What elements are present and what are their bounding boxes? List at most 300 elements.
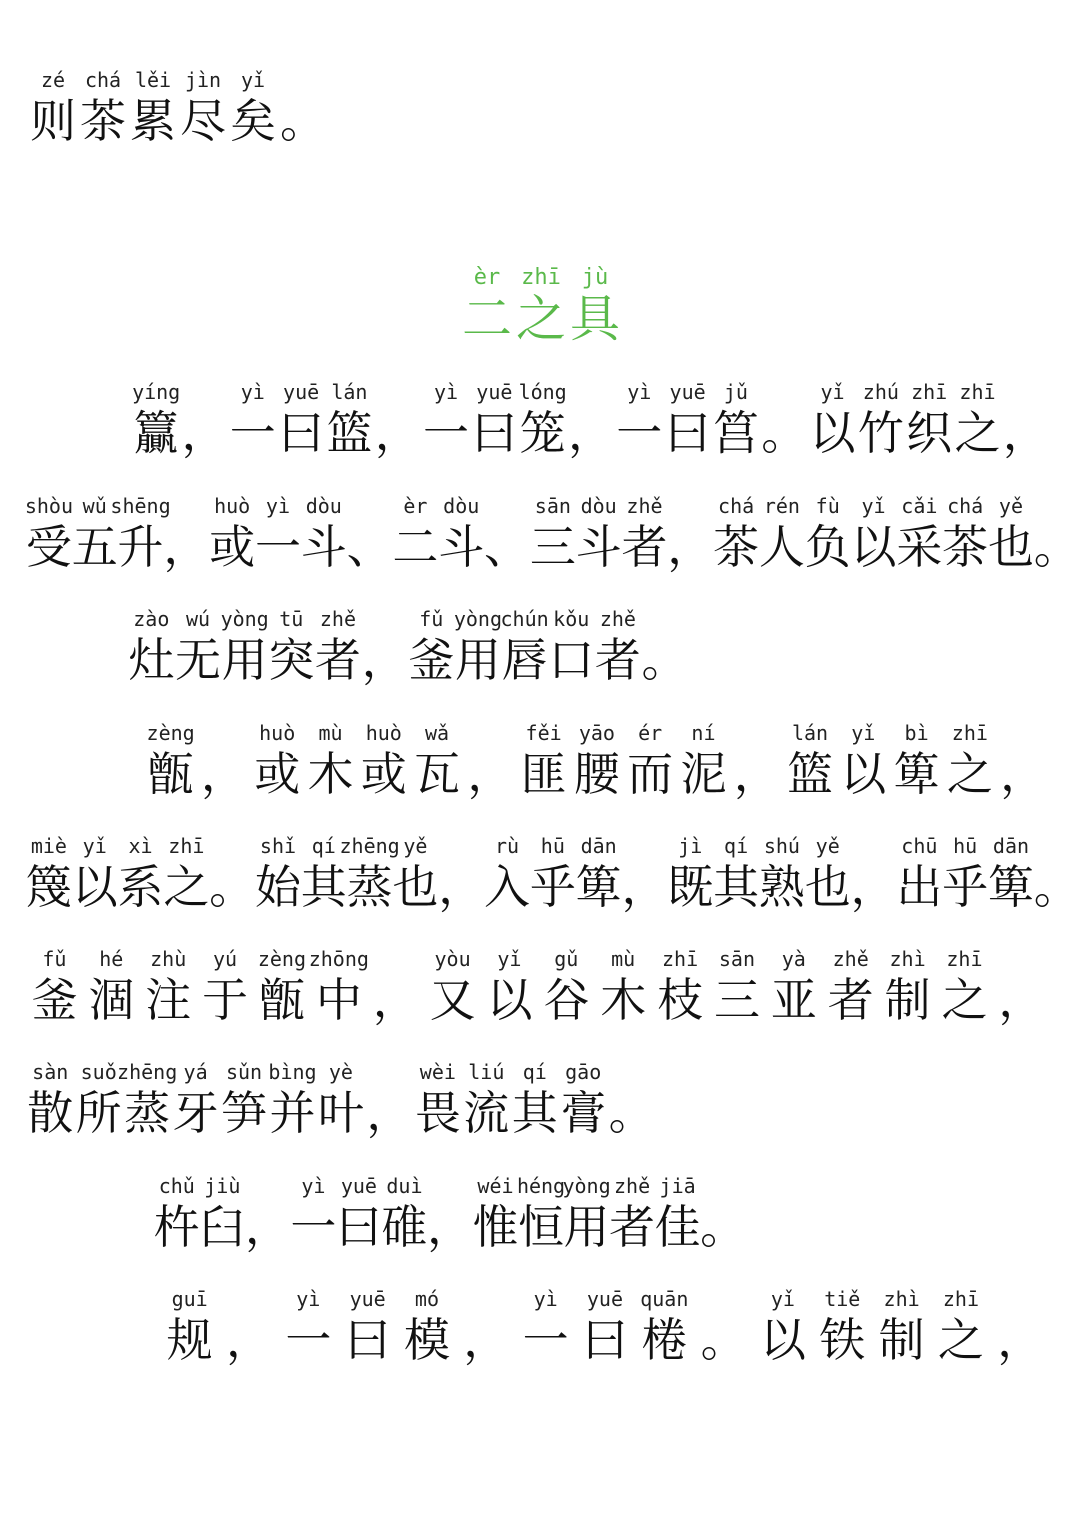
character-cell — [548, 605, 595, 687]
character-cell — [713, 492, 759, 574]
hanzi: 谷 — [543, 973, 590, 1027]
hanzi: ， — [621, 860, 668, 914]
hanzi: 蒸 — [346, 860, 393, 914]
pinyin: yǐ — [82, 834, 107, 858]
hanzi: 惟 — [472, 1200, 519, 1254]
hanzi: 累 — [130, 94, 176, 148]
hanzi: 茶 — [80, 94, 126, 148]
character-cell — [837, 719, 890, 801]
hanzi: 一 — [423, 406, 470, 460]
character-cell — [128, 605, 175, 687]
character-cell — [209, 492, 255, 574]
character-cell — [427, 1172, 473, 1254]
character-cell — [171, 1058, 219, 1140]
character-cell — [175, 605, 222, 687]
text-line — [26, 492, 1080, 574]
hanzi: 茶 — [942, 520, 989, 574]
hanzi: 突 — [268, 633, 315, 687]
character-cell — [851, 492, 897, 574]
hanzi: 所 — [75, 1086, 122, 1140]
hanzi: 其 — [511, 1086, 558, 1140]
character-cell — [568, 264, 622, 346]
pinyin: yuē — [283, 380, 320, 404]
pinyin: zhōng — [308, 947, 369, 971]
pinyin: èr — [473, 265, 501, 290]
pinyin: yòu — [434, 947, 471, 971]
hanzi: 灶 — [128, 633, 175, 687]
character-cell — [896, 832, 942, 914]
character-cell — [484, 492, 530, 574]
hanzi: 瓦 — [414, 747, 461, 801]
hanzi: 斗 — [300, 520, 347, 574]
hanzi: 乎 — [942, 860, 989, 914]
text-line — [144, 719, 1050, 801]
hanzi: 之 — [941, 973, 988, 1027]
hanzi: 用 — [563, 1200, 610, 1254]
character-cell — [518, 1172, 564, 1254]
pinyin: yì — [296, 1287, 321, 1311]
text-line — [132, 378, 1050, 460]
character-cell — [200, 1172, 246, 1254]
hanzi: 既 — [667, 860, 714, 914]
hanzi: 也 — [392, 860, 439, 914]
pinyin: bìng — [268, 1060, 317, 1084]
character-cell — [317, 1058, 365, 1140]
hanzi: ， — [366, 1086, 413, 1140]
character-cell — [635, 1285, 694, 1367]
character-cell — [178, 66, 228, 148]
character-cell — [422, 378, 470, 460]
hanzi: 曰 — [471, 406, 518, 460]
hanzi: 篮 — [326, 406, 373, 460]
hanzi: ， — [1002, 406, 1049, 460]
pinyin: shēng — [110, 494, 171, 518]
character-cell — [559, 1058, 607, 1140]
character-cell — [128, 66, 178, 148]
pinyin: liú — [468, 1060, 505, 1084]
character-cell — [484, 832, 530, 914]
hanzi: ， — [426, 1200, 473, 1254]
character-cell — [438, 832, 484, 914]
pinyin: zhě — [832, 947, 869, 971]
character-cell — [501, 605, 548, 687]
text-line — [28, 66, 328, 148]
hanzi: 竹 — [857, 406, 904, 460]
character-cell — [339, 832, 400, 914]
character-cell — [424, 945, 481, 1027]
hanzi: ， — [567, 406, 614, 460]
character-cell — [595, 605, 642, 687]
pinyin: shòu — [24, 494, 73, 518]
text-line — [26, 832, 1080, 914]
character-cell — [338, 1285, 397, 1367]
character-cell — [813, 1285, 872, 1367]
pinyin: huò — [365, 721, 402, 745]
hanzi: 一 — [616, 406, 663, 460]
character-cell — [609, 1172, 655, 1254]
character-cell — [110, 492, 171, 574]
hanzi: ， — [163, 520, 210, 574]
character-cell — [361, 605, 408, 687]
hanzi: 篮 — [787, 747, 834, 801]
hanzi: 甑 — [147, 747, 194, 801]
pinyin: sǔn — [225, 1060, 263, 1084]
pinyin: suǒ — [80, 1060, 117, 1084]
pinyin: lán — [331, 380, 368, 404]
character-cell — [805, 492, 851, 574]
character-cell — [357, 719, 410, 801]
pinyin: zhù — [150, 947, 187, 971]
character-cell — [160, 1285, 219, 1367]
character-cell — [245, 1172, 291, 1254]
hanzi: ， — [850, 860, 897, 914]
pinyin: sān — [534, 494, 571, 518]
pinyin: zhě — [599, 607, 636, 631]
character-cell — [460, 264, 514, 346]
character-cell — [393, 492, 439, 574]
hanzi: 具 — [570, 290, 620, 348]
character-cell — [712, 378, 760, 460]
hanzi: ， — [200, 747, 247, 801]
character-cell — [220, 1058, 268, 1140]
hanzi: ， — [667, 520, 714, 574]
hanzi: 采 — [896, 520, 943, 574]
hanzi: ， — [244, 1200, 291, 1254]
pinyin: zhě — [319, 607, 357, 631]
text-line — [154, 1172, 746, 1254]
hanzi: 其 — [300, 860, 347, 914]
hanzi: 籯 — [133, 406, 180, 460]
hanzi: 模 — [403, 1313, 450, 1367]
character-cell — [315, 605, 362, 687]
character-cell — [517, 719, 570, 801]
hanzi: 甑 — [258, 973, 305, 1027]
hanzi: 以 — [486, 973, 533, 1027]
pinyin: yě — [998, 494, 1024, 518]
character-cell — [783, 719, 836, 801]
character-cell — [677, 719, 730, 801]
text-line — [26, 945, 1050, 1027]
pinyin: lěi — [134, 68, 172, 92]
character-cell — [759, 832, 805, 914]
hanzi: 一 — [285, 1313, 332, 1367]
hanzi: 之 — [163, 860, 210, 914]
hanzi: 涸 — [88, 973, 135, 1027]
pinyin: yǐ — [240, 68, 266, 92]
character-cell — [890, 719, 943, 801]
character-cell — [310, 945, 367, 1027]
character-cell — [936, 945, 993, 1027]
character-cell — [219, 1285, 278, 1367]
character-cell — [805, 832, 851, 914]
pinyin: qí — [522, 1060, 547, 1084]
character-cell — [251, 719, 304, 801]
character-cell — [26, 945, 83, 1027]
hanzi: 蒸 — [124, 1086, 171, 1140]
pinyin: shǐ — [259, 834, 297, 858]
pinyin: zhēng — [339, 834, 400, 858]
pinyin: chá — [947, 494, 984, 518]
hanzi: 规 — [166, 1313, 213, 1367]
hanzi: 又 — [429, 973, 476, 1027]
pinyin: miè — [30, 834, 67, 858]
character-cell — [374, 378, 422, 460]
hanzi: 其 — [713, 860, 760, 914]
text-line — [160, 1285, 1050, 1367]
pinyin: chá — [84, 68, 122, 92]
hanzi: 入 — [484, 860, 531, 914]
hanzi: ， — [181, 406, 228, 460]
character-cell — [277, 378, 325, 460]
hanzi: 以 — [71, 860, 118, 914]
hanzi: ， — [1000, 747, 1047, 801]
character-cell — [988, 492, 1034, 574]
hanzi: 始 — [254, 860, 301, 914]
hanzi: 则 — [30, 94, 76, 148]
character-cell — [564, 1172, 610, 1254]
hanzi: 箄 — [575, 860, 622, 914]
character-cell — [83, 945, 140, 1027]
hanzi: 之 — [516, 290, 566, 348]
hanzi: 散 — [27, 1086, 74, 1140]
hanzi: 受 — [25, 520, 72, 574]
character-cell — [759, 492, 805, 574]
character-cell — [753, 1285, 812, 1367]
character-cell — [667, 492, 713, 574]
hanzi: 者 — [314, 633, 361, 687]
hanzi: 并 — [269, 1086, 316, 1140]
character-cell — [694, 1285, 753, 1367]
character-cell — [26, 832, 72, 914]
pinyin: yǐ — [861, 494, 886, 518]
character-cell — [991, 1285, 1050, 1367]
hanzi: 。 — [209, 860, 256, 914]
pinyin: yāo — [578, 721, 615, 745]
character-cell — [228, 66, 278, 148]
hanzi: 五 — [71, 520, 118, 574]
pinyin: yíng — [132, 380, 181, 404]
pinyin: yǐ — [851, 721, 876, 745]
character-cell — [291, 1172, 337, 1254]
character-cell — [516, 1285, 575, 1367]
pinyin: yě — [403, 834, 428, 858]
pinyin: yǐ — [820, 380, 845, 404]
character-cell — [382, 1172, 428, 1254]
character-cell — [278, 66, 328, 148]
character-cell — [514, 264, 568, 346]
pinyin: yòng — [220, 607, 269, 631]
pinyin: zhě — [626, 494, 663, 518]
pinyin: èr — [403, 494, 428, 518]
hanzi: 笼 — [519, 406, 566, 460]
character-cell — [221, 605, 268, 687]
hanzi: 斗 — [575, 520, 622, 574]
hanzi: 矣 — [230, 94, 276, 148]
pinyin: yǐ — [770, 1287, 795, 1311]
pinyin: zèng — [146, 721, 195, 745]
character-cell — [473, 1172, 519, 1254]
character-cell — [905, 378, 953, 460]
hanzi: 口 — [548, 633, 595, 687]
pinyin: mù — [611, 947, 636, 971]
hanzi: 笋 — [221, 1086, 268, 1140]
character-cell — [367, 945, 424, 1027]
pinyin: mù — [318, 721, 343, 745]
character-cell — [730, 719, 783, 801]
character-cell — [700, 1172, 746, 1254]
pinyin: cǎi — [901, 494, 938, 518]
hanzi: 人 — [758, 520, 805, 574]
hanzi: 用 — [221, 633, 268, 687]
hanzi: 。 — [1033, 860, 1080, 914]
pinyin: yǐ — [497, 947, 522, 971]
hanzi: 。 — [608, 1086, 655, 1140]
character-cell — [652, 945, 709, 1027]
character-cell — [953, 378, 1001, 460]
pinyin: bì — [904, 721, 929, 745]
hanzi: 一 — [229, 406, 276, 460]
pinyin: hū — [953, 834, 978, 858]
character-cell — [622, 492, 668, 574]
pinyin: hé — [99, 947, 124, 971]
hanzi: 釜 — [408, 633, 455, 687]
hanzi: ， — [438, 860, 485, 914]
character-cell — [229, 378, 277, 460]
pinyin: huò — [214, 494, 251, 518]
pinyin: jìn — [184, 68, 222, 92]
hanzi: ， — [467, 747, 514, 801]
pinyin: yuē — [586, 1287, 624, 1311]
character-cell — [622, 832, 668, 914]
hanzi: 也 — [987, 520, 1034, 574]
pinyin: fù — [815, 494, 840, 518]
character-cell — [872, 1285, 931, 1367]
hanzi: 佳 — [654, 1200, 701, 1254]
hanzi: 出 — [896, 860, 943, 914]
pinyin: chá — [718, 494, 755, 518]
character-cell — [997, 719, 1050, 801]
hanzi: 用 — [454, 633, 501, 687]
hanzi: 以 — [840, 747, 887, 801]
pinyin: yì — [265, 494, 291, 518]
hanzi: 斗 — [438, 520, 485, 574]
character-cell — [857, 378, 905, 460]
pinyin: yì — [433, 380, 459, 404]
hanzi: 于 — [202, 973, 249, 1027]
pinyin: yì — [627, 380, 652, 404]
hanzi: 箄 — [893, 747, 940, 801]
pinyin: yì — [240, 380, 265, 404]
pinyin: zhī — [168, 834, 205, 858]
hanzi: 以 — [759, 1313, 806, 1367]
character-cell — [72, 832, 118, 914]
hanzi: 木 — [600, 973, 647, 1027]
hanzi: 注 — [145, 973, 192, 1027]
text-line — [26, 1058, 656, 1140]
pinyin: lán — [791, 721, 829, 745]
character-cell — [663, 378, 711, 460]
hanzi: 叶 — [317, 1086, 364, 1140]
pinyin: xì — [128, 834, 153, 858]
character-cell — [336, 1172, 382, 1254]
hanzi: 制 — [884, 973, 931, 1027]
hanzi: 曰 — [664, 406, 711, 460]
pinyin: chū — [901, 834, 938, 858]
character-cell — [765, 945, 822, 1027]
hanzi: 泥 — [680, 747, 727, 801]
pinyin: zhī — [662, 947, 699, 971]
pinyin: qí — [724, 834, 749, 858]
character-cell — [641, 605, 688, 687]
character-cell — [393, 832, 439, 914]
hanzi: 织 — [906, 406, 953, 460]
pinyin: zhì — [889, 947, 926, 971]
pinyin: fǔ — [42, 947, 67, 971]
character-cell — [279, 1285, 338, 1367]
hanzi: 之 — [954, 406, 1001, 460]
character-cell — [268, 1058, 316, 1140]
pinyin: yá — [183, 1060, 208, 1084]
character-cell — [255, 492, 301, 574]
hanzi: ， — [998, 973, 1045, 1027]
pinyin: sān — [718, 947, 755, 971]
hanzi: 或 — [360, 747, 407, 801]
pinyin: wèi — [419, 1060, 456, 1084]
character-cell — [140, 945, 197, 1027]
pinyin: tiě — [824, 1287, 861, 1311]
pinyin: zhī — [946, 947, 983, 971]
pinyin: zhī — [911, 380, 948, 404]
hanzi: 升 — [117, 520, 164, 574]
section-heading — [460, 264, 622, 346]
hanzi: 曰 — [335, 1200, 382, 1254]
hanzi: 二 — [392, 520, 439, 574]
character-cell — [530, 832, 576, 914]
hanzi: 一 — [254, 520, 301, 574]
pinyin: yì — [533, 1287, 558, 1311]
pinyin: jǔ — [723, 380, 748, 404]
pinyin: jì — [678, 834, 703, 858]
character-cell — [325, 378, 373, 460]
hanzi: 。 — [700, 1313, 747, 1367]
pinyin: wú — [185, 607, 211, 631]
pinyin: wéi — [477, 1174, 514, 1198]
hanzi: 之 — [946, 747, 993, 801]
character-cell — [457, 1285, 516, 1367]
character-cell — [576, 832, 622, 914]
character-cell — [464, 719, 517, 801]
pinyin: héng — [516, 1174, 566, 1198]
hanzi: 唇 — [501, 633, 548, 687]
hanzi: 亚 — [770, 973, 817, 1027]
character-cell — [414, 1058, 462, 1140]
pinyin: shú — [763, 834, 800, 858]
pinyin: zhī — [942, 1287, 979, 1311]
character-cell — [154, 1172, 200, 1254]
hanzi: 。 — [641, 633, 688, 687]
pinyin: chǔ — [158, 1174, 195, 1198]
character-cell — [879, 945, 936, 1027]
character-cell — [132, 378, 180, 460]
hanzi: 牙 — [172, 1086, 219, 1140]
character-cell — [408, 605, 455, 687]
pinyin: zhě — [614, 1174, 651, 1198]
character-cell — [481, 945, 538, 1027]
character-cell — [511, 1058, 559, 1140]
pinyin: yè — [328, 1060, 353, 1084]
pinyin: zhī — [959, 380, 996, 404]
pinyin: jiā — [659, 1174, 696, 1198]
